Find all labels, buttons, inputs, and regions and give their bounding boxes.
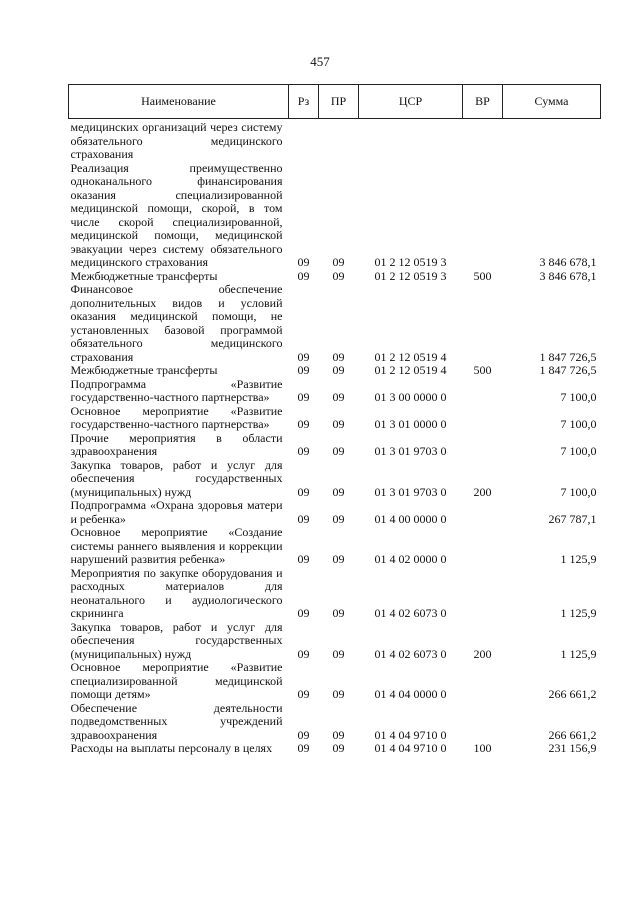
cell-vr (463, 119, 503, 162)
cell-sum: 1 847 726,5 (539, 349, 597, 364)
cell-name: Мероприятия по закупке оборудования и расходных материалов для неонатального и аудиологического скрининга (70, 565, 283, 620)
cell-csr: 01 4 02 0000 0 (374, 552, 447, 566)
cell-pr: 09 (332, 484, 345, 499)
cell-sum: 1 847 726,5 (539, 363, 597, 377)
table-row (69, 621, 601, 662)
cell-csr: 01 4 02 6073 0 (374, 646, 447, 661)
cell-name: Основное мероприятие «Развитие специализированной медицинской помощи детям» (70, 660, 283, 701)
budget-table (68, 84, 601, 756)
table-row (69, 270, 601, 284)
cell-sum: 7 100,0 (560, 484, 597, 499)
cell-name: Межбюджетные трансферты (70, 268, 218, 283)
cell-pr (319, 119, 359, 162)
cell-rz: 09 (297, 646, 310, 661)
cell-rz: 09 (297, 606, 310, 620)
cell-csr (359, 119, 463, 162)
cell-vr: 200 (473, 484, 492, 499)
cell-rz: 09 (297, 255, 310, 269)
cell-vr (463, 499, 503, 526)
cell-pr: 09 (332, 606, 345, 620)
cell-csr: 01 4 02 6073 0 (374, 606, 447, 620)
cell-pr: 09 (332, 511, 345, 526)
cell-vr (463, 432, 503, 459)
table-row (69, 283, 601, 364)
cell-pr: 09 (332, 268, 345, 283)
cell-name: Основное мероприятие «Развитие государственно-частного партнерства» (70, 403, 283, 431)
table-row (69, 567, 601, 621)
table-body (69, 119, 601, 756)
cell-sum: 266 661,2 (548, 687, 597, 701)
cell-sum: 7 100,0 (560, 390, 597, 404)
cell-pr: 09 (332, 363, 345, 377)
cell-rz (289, 119, 319, 162)
cell-name: Закупка товаров, работ и услуг для обеспечения государственных (муниципальных) нужд (70, 457, 283, 499)
cell-vr (463, 661, 503, 702)
table-row (69, 162, 601, 270)
table-row (69, 661, 601, 702)
cell-rz: 09 (297, 363, 310, 377)
cell-sum: 7 100,0 (560, 444, 597, 458)
cell-sum: 267 787,1 (548, 511, 597, 526)
cell-sum: 231 156,9 (548, 741, 597, 755)
cell-vr (463, 526, 503, 567)
table-row (69, 378, 601, 405)
cell-csr: 01 4 00 0000 0 (374, 511, 447, 526)
cell-vr: 200 (473, 646, 492, 661)
cell-rz: 09 (297, 444, 310, 458)
cell-pr: 09 (332, 390, 345, 404)
header-csr: ЦСР (359, 85, 463, 119)
cell-vr (463, 405, 503, 432)
cell-sum: 3 846 678,1 (539, 255, 597, 269)
cell-name: Прочие мероприятия в области здравоохранения (70, 430, 283, 458)
cell-name: Основное мероприятие «Создание системы раннего выявления и коррекции нарушений развития ребенка» (70, 525, 283, 566)
cell-vr: 100 (473, 741, 492, 755)
cell-pr: 09 (332, 646, 345, 661)
cell-name: Финансовое обеспечение дополнительных видов и условий оказания медицинской помощи, не установленных базовой программой обязательного медицинского страхования (70, 282, 283, 364)
header-sum: Сумма (503, 85, 601, 119)
cell-vr (463, 378, 503, 405)
cell-csr: 01 2 12 0519 4 (374, 363, 447, 377)
header-pr: ПР (319, 85, 359, 119)
cell-pr: 09 (332, 417, 345, 431)
table-row (69, 742, 601, 756)
cell-rz: 09 (297, 741, 310, 755)
cell-vr (463, 162, 503, 270)
cell-rz: 09 (297, 417, 310, 431)
cell-csr: 01 3 00 0000 0 (374, 390, 447, 404)
header-name: Наименование (69, 85, 289, 119)
cell-sum: 266 661,2 (548, 727, 597, 742)
cell-rz: 09 (297, 484, 310, 499)
cell-vr (463, 567, 503, 621)
table-row (69, 405, 601, 432)
table-row (69, 432, 601, 459)
cell-csr: 01 2 12 0519 4 (374, 349, 447, 364)
cell-vr: 500 (473, 268, 492, 283)
cell-pr: 09 (332, 741, 345, 755)
cell-name: Расходы на выплаты персоналу в целях (70, 741, 273, 755)
cell-pr: 09 (332, 349, 345, 364)
table-row (69, 364, 601, 378)
page-number: 457 (310, 54, 330, 69)
table-row (69, 499, 601, 526)
header-vr: ВР (463, 85, 503, 119)
cell-csr: 01 4 04 9710 0 (374, 727, 447, 742)
cell-csr: 01 4 04 0000 0 (374, 687, 447, 701)
cell-name: Закупка товаров, работ и услуг для обеспечения государственных (муниципальных) нужд (70, 619, 283, 661)
cell-rz: 09 (297, 552, 310, 566)
cell-name: Подпрограмма «Охрана здоровья матери и ребенка» (70, 498, 283, 526)
cell-rz: 09 (297, 687, 310, 701)
cell-sum: 1 125,9 (560, 606, 597, 620)
cell-csr: 01 3 01 0000 0 (374, 417, 447, 431)
cell-name: Обеспечение деятельности подведомственных учреждений здравоохранения (70, 700, 283, 742)
cell-sum: 1 125,9 (560, 552, 597, 566)
table-row (69, 119, 601, 162)
table-row (69, 702, 601, 743)
cell-pr: 09 (332, 727, 345, 742)
cell-sum (503, 119, 601, 162)
cell-pr: 09 (332, 444, 345, 458)
cell-name: Подпрограмма «Развитие государственно-частного партнерства» (70, 376, 283, 404)
cell-sum: 3 846 678,1 (539, 268, 597, 283)
cell-rz: 09 (297, 727, 310, 742)
cell-csr: 01 2 12 0519 3 (374, 268, 447, 283)
table-row (69, 459, 601, 500)
cell-vr: 500 (473, 363, 492, 377)
header-rz: Рз (289, 85, 319, 119)
cell-vr (463, 702, 503, 743)
cell-vr (463, 283, 503, 364)
cell-rz: 09 (297, 511, 310, 526)
cell-csr: 01 4 04 9710 0 (374, 741, 447, 755)
cell-name: медицинских организаций через систему обязательного медицинского страхования (70, 120, 283, 161)
cell-rz: 09 (297, 390, 310, 404)
cell-name: Межбюджетные трансферты (70, 363, 218, 377)
table-header (69, 85, 601, 119)
cell-sum: 7 100,0 (560, 417, 597, 431)
cell-pr: 09 (332, 687, 345, 701)
cell-rz: 09 (297, 268, 310, 283)
cell-csr: 01 3 01 9703 0 (374, 484, 447, 499)
cell-name: Реализация преимущественно одноканального финансирования оказания специализированной медицинской помощи, скорой, в том числе скорой специализированной, медицинской помощи, медицинской эвакуации через систему обязательного медицинского страхования (70, 160, 283, 269)
cell-rz: 09 (297, 349, 310, 364)
cell-csr: 01 3 01 9703 0 (374, 444, 447, 458)
cell-pr: 09 (332, 255, 345, 269)
cell-pr: 09 (332, 552, 345, 566)
cell-sum: 1 125,9 (560, 646, 597, 661)
table-row (69, 526, 601, 567)
cell-csr: 01 2 12 0519 3 (374, 255, 447, 269)
